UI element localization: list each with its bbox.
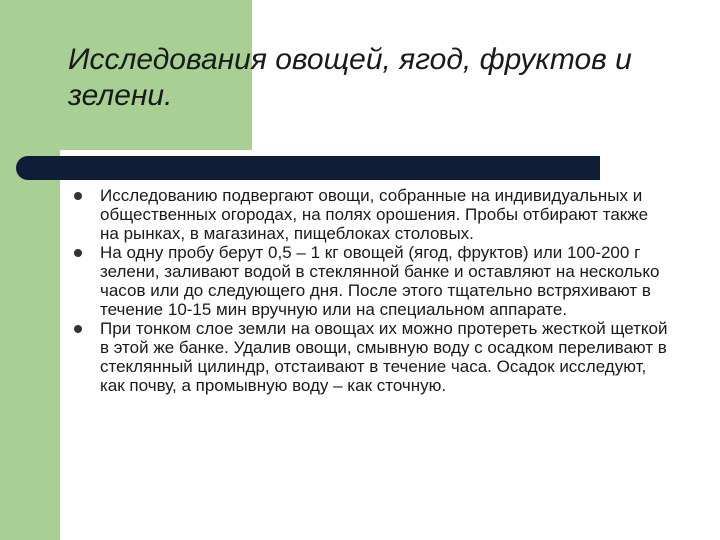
- bullet-text-2: На одну пробу берут 0,5 – 1 кг овощей (ягод, фруктов) или 100-200 г зелени, заливают водой в стеклянной банке и оставляют на несколько часов или до следующего дня. После этого тщательно встряхивают в течение 10-15 мин вручную или на специальном аппарате.: [100, 243, 660, 319]
- bullet-dot-icon: [74, 325, 82, 333]
- bullet-text-1: Исследованию подвергают овощи, собранные на индивидуальных и общественных огородах, на полях орошения. Пробы отбирают также на рынках, в магазинах, пищеблоках столовых.: [100, 186, 649, 243]
- title-area: [60, 0, 720, 150]
- bullet-dot-icon: [74, 192, 82, 200]
- slide-title: Исследования овощей, ягод, фруктов и зелени.: [68, 43, 632, 112]
- bullet-list: [70, 186, 670, 395]
- title-divider-bar: [16, 156, 600, 180]
- bullet-item-2: [70, 243, 670, 319]
- bullet-item-3: [70, 319, 670, 395]
- left-accent-strip: [0, 0, 60, 540]
- bullet-dot-icon: [74, 249, 82, 257]
- bullet-text-3: При тонком слое земли на овощах их можно протереть жесткой щеткой в этой же банке. Удалив овощи, смывную воду с осадком переливают в стеклянный цилиндр, отстаивают в течение часа. Осадок исследуют, как почву, а промывную воду – как сточную.: [100, 319, 668, 395]
- bullet-item-1: [70, 186, 670, 243]
